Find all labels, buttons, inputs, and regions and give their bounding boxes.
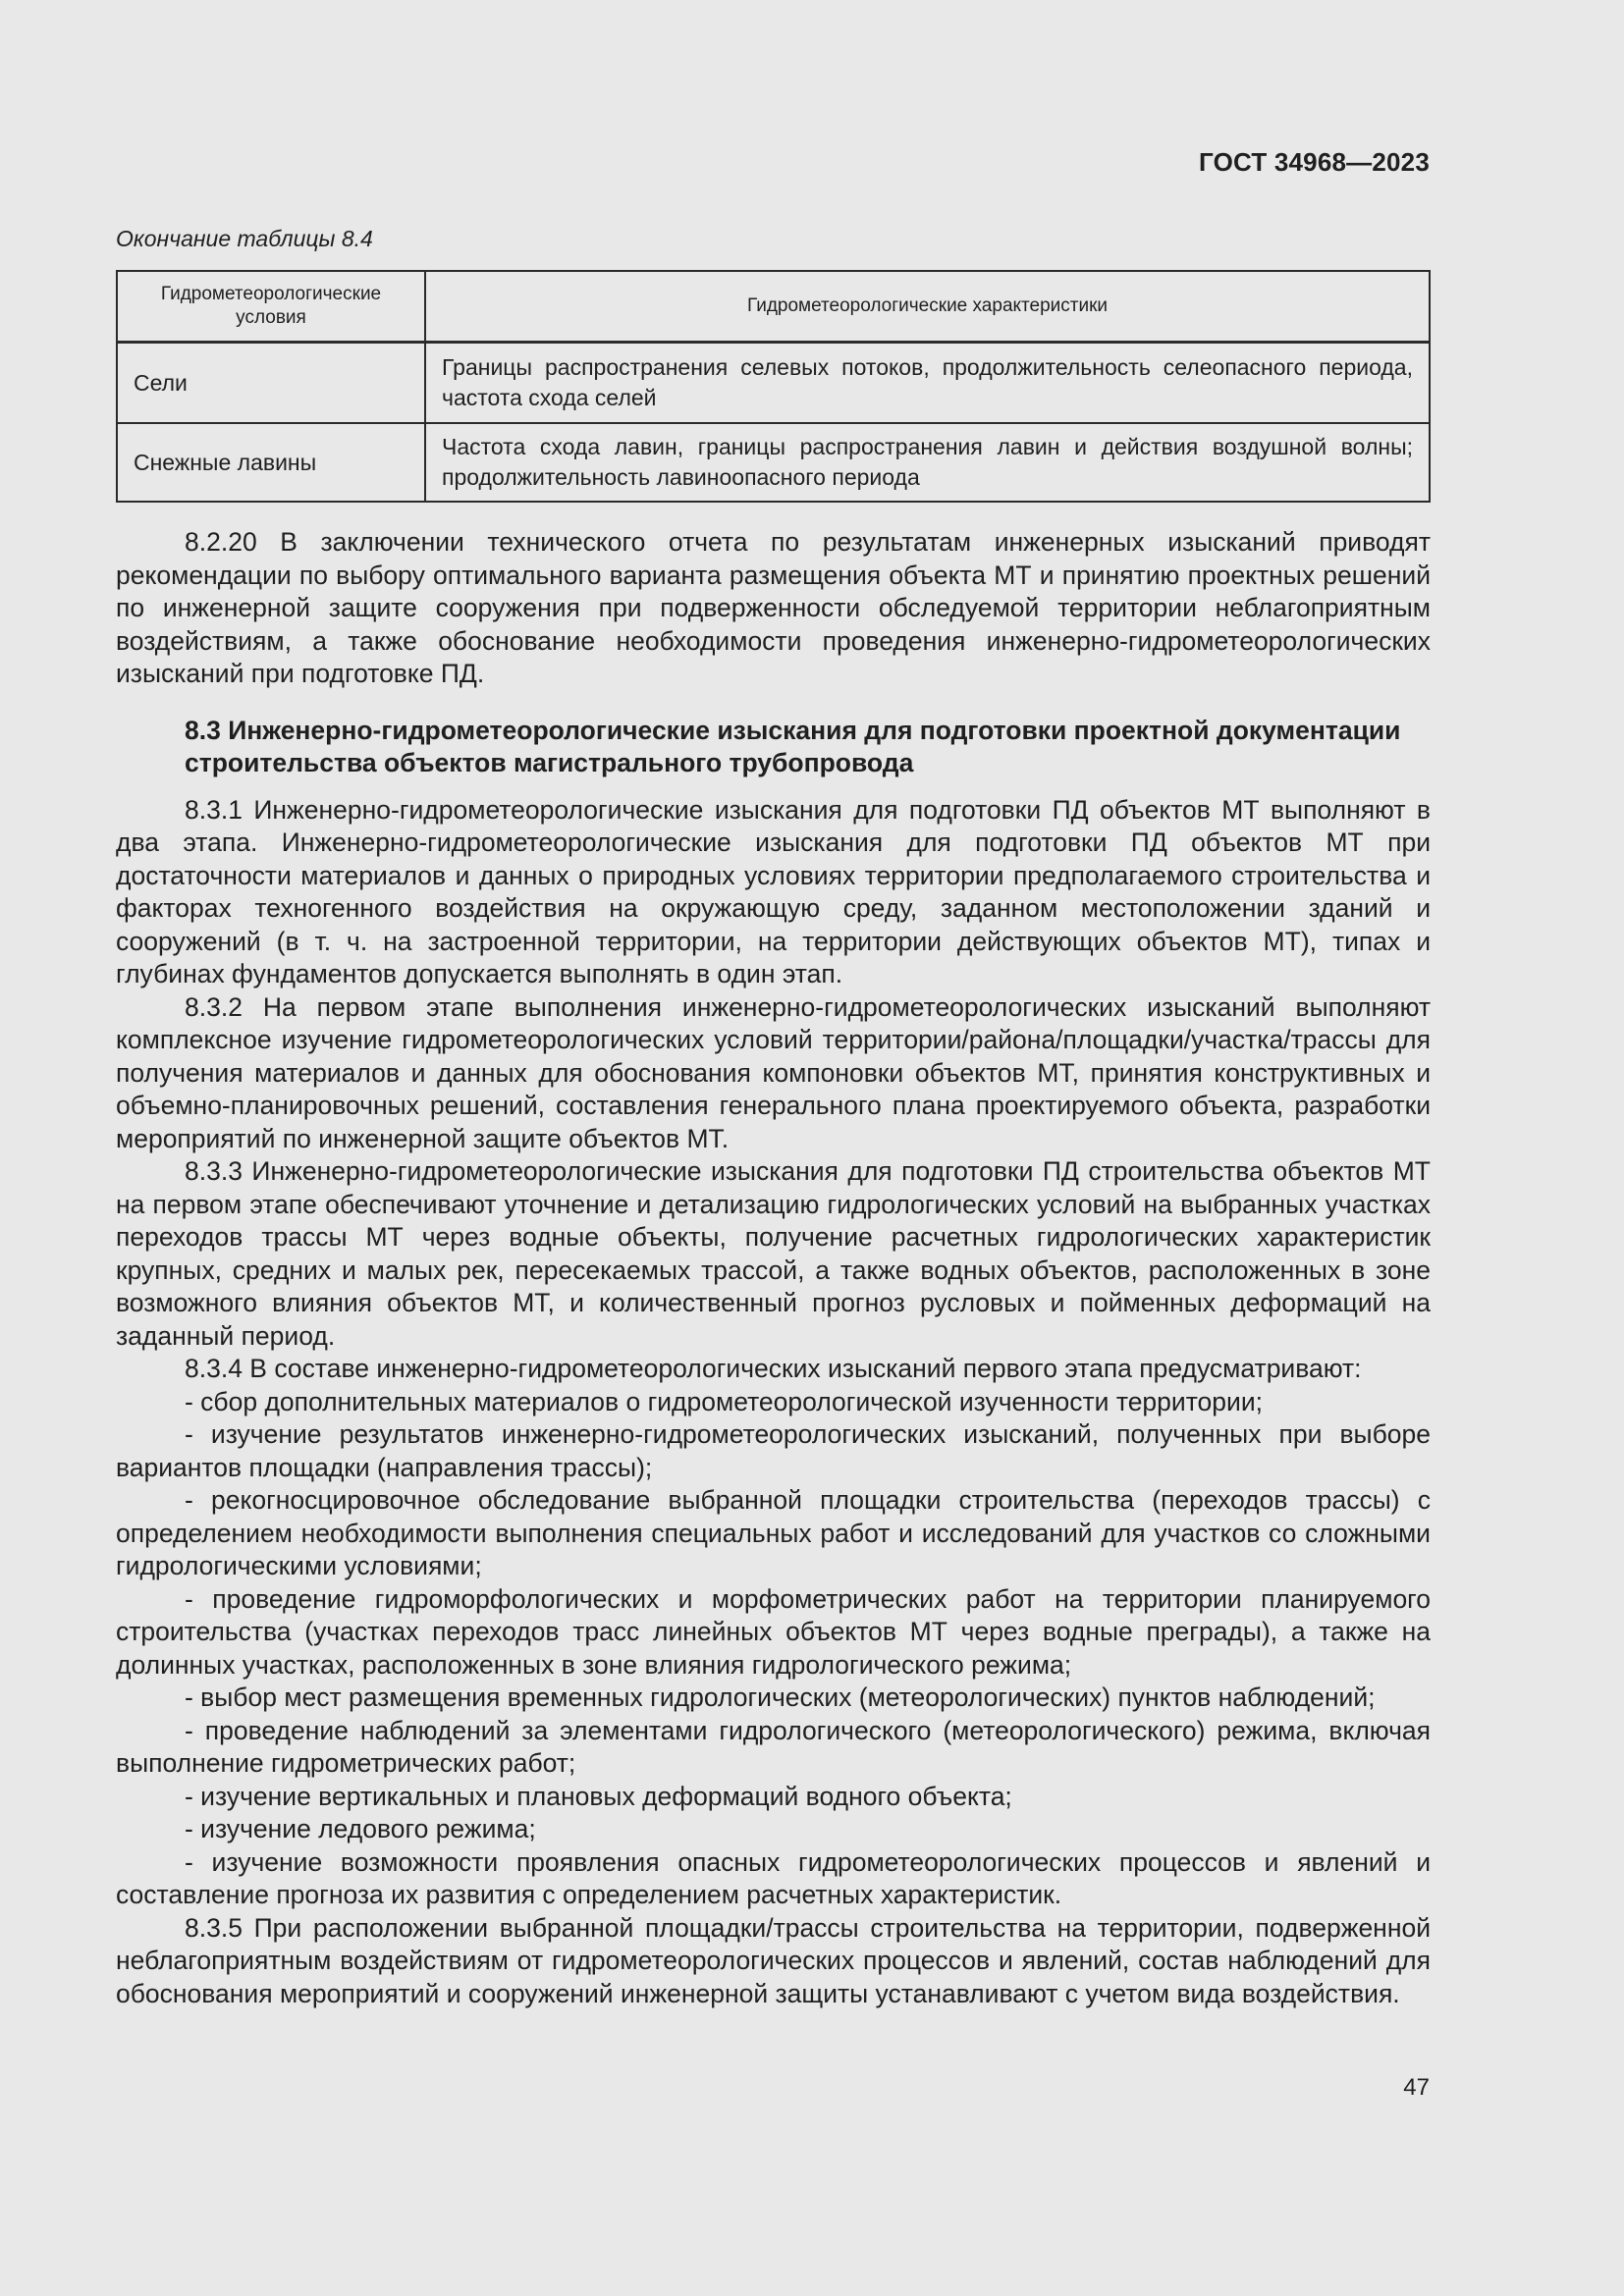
list-item: - проведение наблюдений за элементами гидрологического (метеорологического) режима, включая выполнение гидрометрических работ;	[116, 1715, 1431, 1778]
paragraph-8-2-20: 8.2.20 В заключении технического отчета по результатам инженерных изысканий приводят рекомендации по выбору оптимального варианта размещения объекта МТ и принятию проектных решений по инженерной защите сооружения при подверженности обследуемой территории неблагоприятным воздействиям, а также обоснование необходимости проведения инженерно-гидрометеорологических изысканий при подготовке ПД.	[116, 527, 1431, 688]
table-cell-condition: Сели	[117, 343, 425, 424]
section-heading-8-3: 8.3 Инженерно-гидрометеорологические изыскания для подготовки проектной документации строительства объектов магистрального трубопровода	[185, 715, 1401, 777]
hydrometeorology-table	[116, 270, 1431, 503]
table-row	[117, 423, 1430, 502]
paragraph-8-3-3: 8.3.3 Инженерно-гидрометеорологические изыскания для подготовки ПД строительства объектов МТ на первом этапе обеспечивают уточнение и детализацию гидрологических условий на выбранных участках переходов трассы МТ через водные объекты, получение расчетных гидрологических характеристик крупных, средних и малых рек, пересекаемых трассой, а также водных объектов, расположенных в зоне возможного влияния объектов МТ, и количественный прогноз русловых и пойменных деформаций на заданный период.	[116, 1156, 1431, 1351]
list-item: - выбор мест размещения временных гидрологических (метеорологических) пунктов наблюдений;	[185, 1682, 1376, 1712]
list-item: - изучение результатов инженерно-гидрометеорологических изысканий, полученных при выборе вариантов площадки (направления трассы);	[116, 1419, 1431, 1482]
paragraph-8-3-4: 8.3.4 В составе инженерно-гидрометеорологических изысканий первого этапа предусматривают:	[185, 1354, 1362, 1383]
list-item: - изучение возможности проявления опасных гидрометеорологических процессов и явлений и составление прогноза их развития с определением расчетных характеристик.	[116, 1846, 1431, 1909]
table-cell-characteristics: Частота схода лавин, границы распространения лавин и действия воздушной волны; продолжительность лавиноопасного периода	[425, 423, 1430, 502]
paragraph-8-3-1: 8.3.1 Инженерно-гидрометеорологические изыскания для подготовки ПД объектов МТ выполняют в два этапа. Инженерно-гидрометеорологические изыскания для подготовки ПД объектов МТ при достаточности материалов и данных о природных условиях территории предполагаемого строительства и факторах техногенного воздействия на окружающую среду, заданном местоположении зданий и сооружений (в т. ч. на застроенной территории, на территории действующих объектов МТ), типах и глубинах фундаментов допускается выполнять в один этап.	[116, 794, 1431, 988]
column-header-conditions: Гидрометеорологические условия	[117, 271, 425, 343]
document-code: ГОСТ 34968—2023	[1199, 147, 1430, 177]
list-item: - изучение вертикальных и плановых деформаций водного объекта;	[185, 1781, 1012, 1811]
table-cell-characteristics: Границы распространения селевых потоков, продолжительность селеопасного периода, частота схода селей	[425, 343, 1430, 424]
table-header-row	[117, 271, 1430, 343]
list-item: - сбор дополнительных материалов о гидрометеорологической изученности территории;	[185, 1386, 1263, 1416]
column-header-characteristics: Гидрометеорологические характеристики	[425, 271, 1430, 343]
paragraph-8-3-5: 8.3.5 При расположении выбранной площадки/трассы строительства на территории, подверженной неблагоприятным воздействиям от гидрометеорологических процессов и явлений, состав наблюдений для обоснования мероприятий и сооружений инженерной защиты устанавливают с учетом вида воздействия.	[116, 1912, 1431, 2008]
paragraph-8-3-2: 8.3.2 На первом этапе выполнения инженерно-гидрометеорологических изысканий выполняют комплексное изучение гидрометеорологических условий территории/района/площадки/участка/трассы для получения материалов и данных для обоснования компоновки объектов МТ, принятия конструктивных и объемно-планировочных решений, составления генерального плана проектируемого объекта, разработки мероприятий по инженерной защите объектов МТ.	[116, 991, 1431, 1153]
table-row	[117, 343, 1430, 424]
list-item: - рекогносцировочное обследование выбранной площадки строительства (переходов трассы) с определением необходимости выполнения специальных работ и исследований для участков со сложными гидрологическими условиями;	[116, 1485, 1431, 1580]
table-caption: Окончание таблицы 8.4	[116, 226, 373, 251]
list-item: - проведение гидроморфологических и морфометрических работ на территории планируемого строительства (участках переходов трасс линейных объектов МТ через водные преграды), а также на долинных участках, расположенных в зоне влияния гидрологического режима;	[116, 1583, 1431, 1680]
list-item: - изучение ледового режима;	[185, 1814, 536, 1843]
document-body	[116, 526, 1431, 2010]
table-cell-condition: Снежные лавины	[117, 423, 425, 502]
page-number: 47	[1403, 2074, 1430, 2101]
